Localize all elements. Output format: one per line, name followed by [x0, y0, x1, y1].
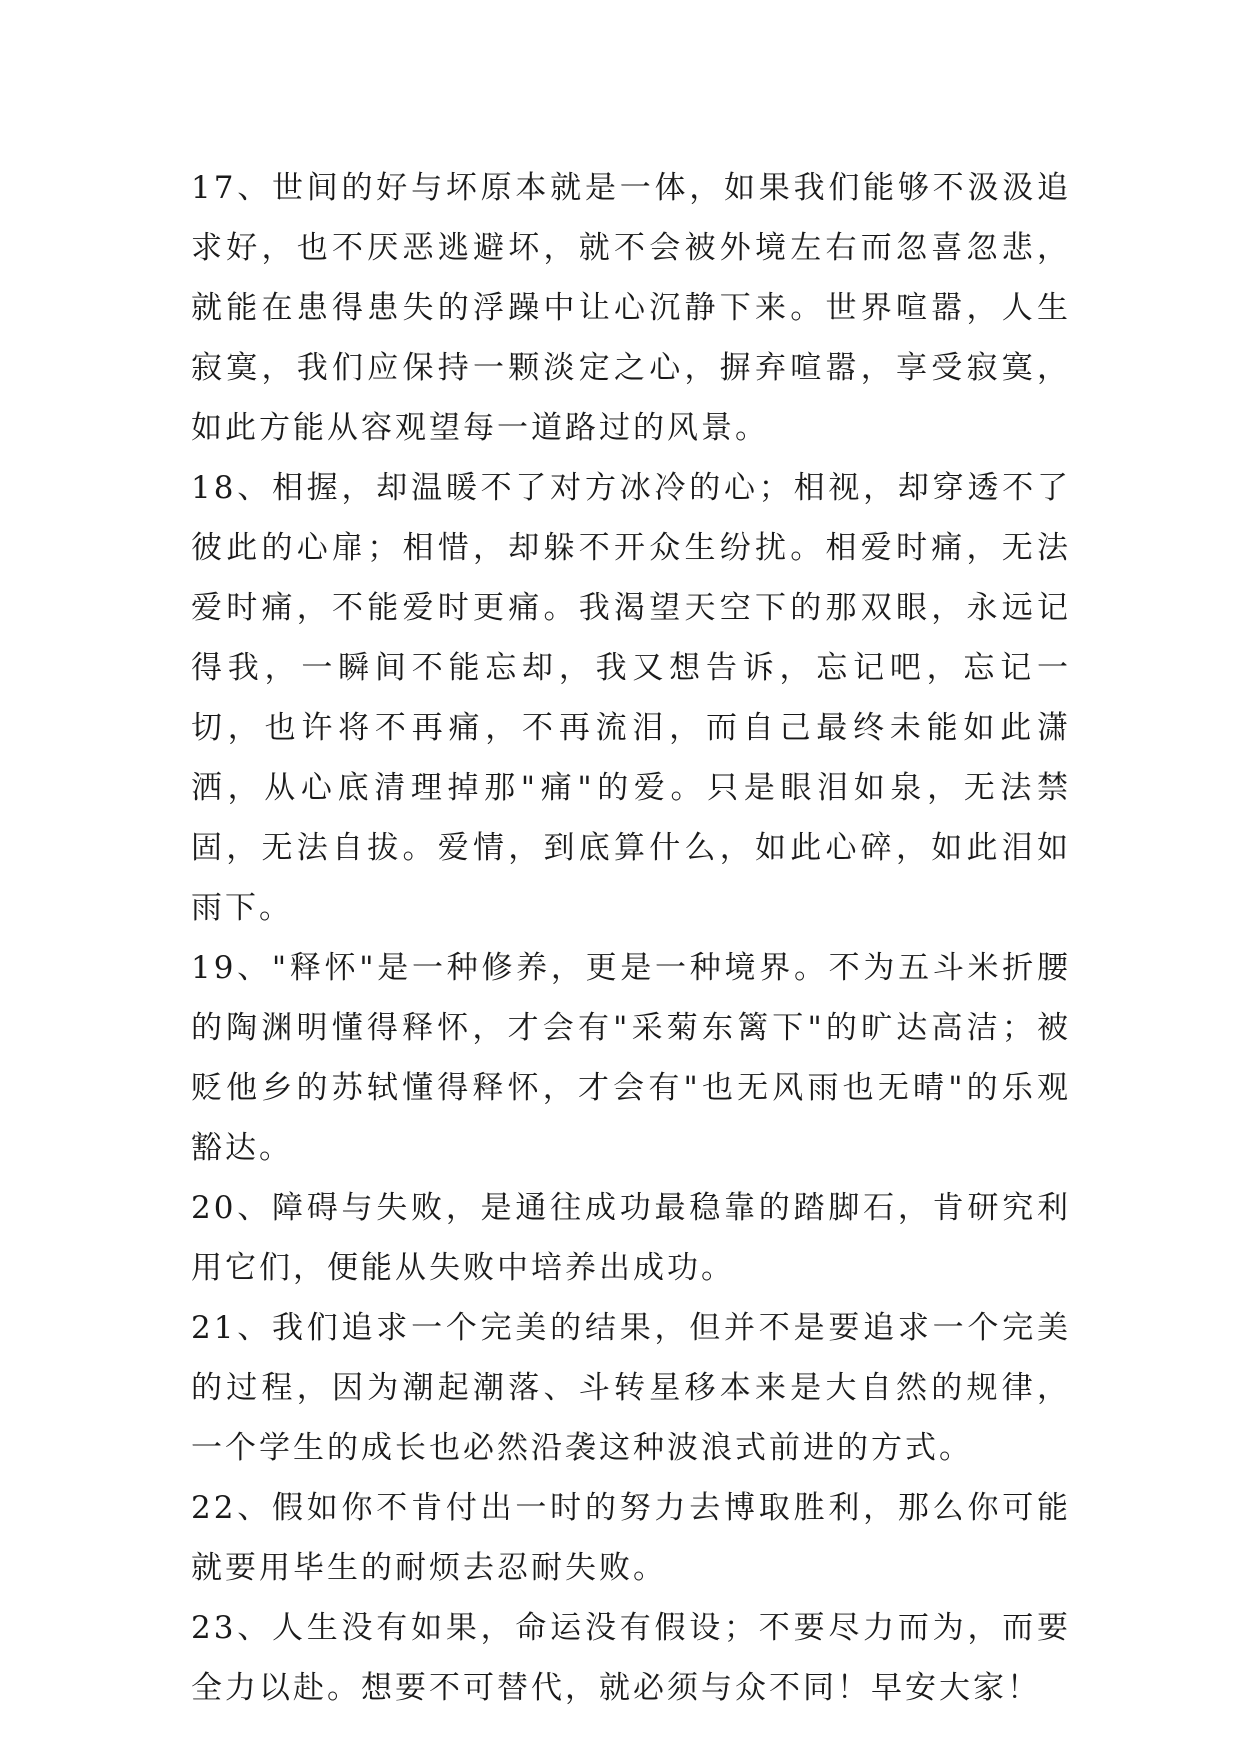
- paragraph-19: 19、"释怀"是一种修养，更是一种境界。不为五斗米折腰的陶渊明懂得释怀，才会有"采菊东篱下"的旷达高洁；被贬他乡的苏轼懂得释怀，才会有"也无风雨也无晴"的乐观豁达。: [191, 950, 1071, 1166]
- paragraph-17: 17、世间的好与坏原本就是一体，如果我们能够不汲汲追求好，也不厌恶逃避坏，就不会被外境左右而忽喜忽悲，就能在患得患失的浮躁中让心沉静下来。世界喧嚣，人生寂寞，我们应保持一颗淡定之心，摒弃喧嚣，享受寂寞，如此方能从容观望每一道路过的风景。: [191, 170, 1071, 446]
- paragraph-23: 23、人生没有如果，命运没有假设；不要尽力而为，而要全力以赴。想要不可替代，就必须与众不同！早安大家！: [191, 1610, 1071, 1706]
- paragraph-21: 21、我们追求一个完美的结果，但并不是要追求一个完美的过程，因为潮起潮落、斗转星移本来是大自然的规律，一个学生的成长也必然沿袭这种波浪式前进的方式。: [191, 1310, 1071, 1466]
- paragraph-22: 22、假如你不肯付出一时的努力去博取胜利，那么你可能就要用毕生的耐烦去忍耐失败。: [191, 1490, 1071, 1586]
- paragraph-18: 18、相握，却温暖不了对方冰冷的心；相视，却穿透不了彼此的心扉；相惜，却躲不开众生纷扰。相爱时痛，无法爱时痛，不能爱时更痛。我渴望天空下的那双眼，永远记得我，一瞬间不能忘却，我又想告诉，忘记吧，忘记一切，也许将不再痛，不再流泪，而自己最终未能如此潇洒，从心底清理掉那"痛"的爱。只是眼泪如泉，无法禁固，无法自拔。爱情，到底算什么，如此心碎，如此泪如雨下。: [191, 470, 1071, 926]
- paragraph-20: 20、障碍与失败，是通往成功最稳靠的踏脚石，肯研究利用它们，便能从失败中培养出成功。: [191, 1190, 1071, 1286]
- document-body: [191, 158, 1071, 1718]
